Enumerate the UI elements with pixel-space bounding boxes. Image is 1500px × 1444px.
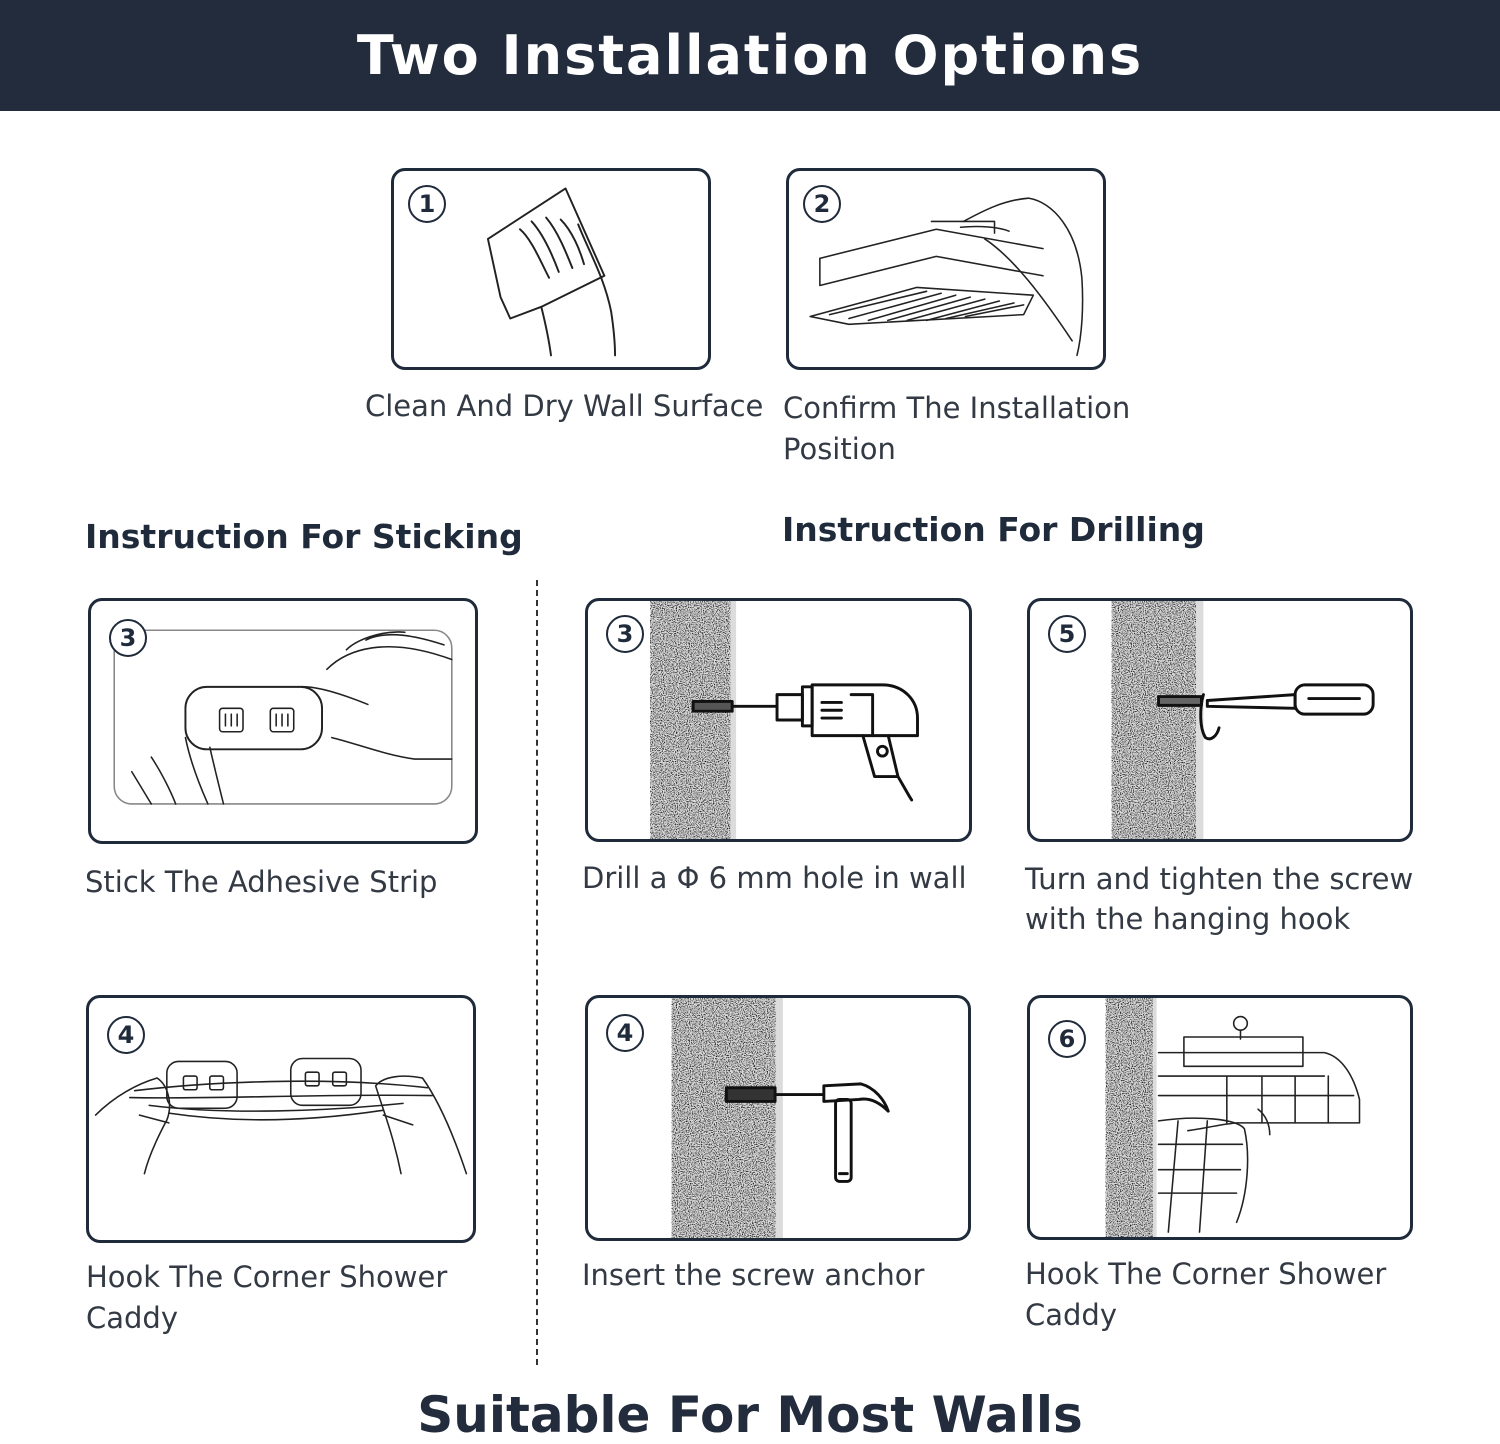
sticking-step-3-caption: Stick The Adhesive Strip (85, 865, 438, 899)
step-number: 6 (1048, 1020, 1086, 1058)
screwdriver-illustration (1030, 601, 1410, 839)
drilling-step-6-caption-line2: Caddy (1025, 1298, 1117, 1332)
header-banner (0, 0, 1500, 111)
drilling-step-4-caption: Insert the screw anchor (582, 1258, 925, 1292)
step-number: 1 (408, 185, 446, 223)
section-divider (536, 580, 538, 1365)
step-2-caption-line2: Position (783, 432, 896, 466)
sticking-step-4-panel (86, 995, 476, 1243)
drilling-step-4-panel (585, 995, 971, 1241)
hang-caddy-illustration (1030, 998, 1410, 1237)
step-number: 4 (606, 1014, 644, 1052)
step-number: 4 (107, 1016, 145, 1054)
step-number: 5 (1048, 615, 1086, 653)
sticking-step-4-caption-line2: Caddy (86, 1301, 178, 1335)
drilling-step-6-caption-line1: Hook The Corner Shower (1025, 1257, 1387, 1291)
drill-wall-illustration (588, 601, 969, 839)
step-number: 3 (606, 615, 644, 653)
sticking-step-4-caption-line1: Hook The Corner Shower (86, 1260, 448, 1294)
drilling-step-3-panel (585, 598, 972, 842)
drilling-section-title: Instruction For Drilling (782, 510, 1205, 549)
drilling-step-5-caption-line1: Turn and tighten the screw (1025, 862, 1414, 896)
adhesive-strip-illustration (91, 601, 475, 841)
step-1-panel (391, 168, 711, 370)
drilling-step-6-panel (1027, 995, 1413, 1240)
page-title: Two Installation Options (356, 24, 1144, 87)
drilling-step-3-caption: Drill a Φ 6 mm hole in wall (582, 861, 967, 895)
step-2-panel (786, 168, 1106, 370)
drilling-step-5-panel (1027, 598, 1413, 842)
footer-title: Suitable For Most Walls (417, 1386, 1083, 1444)
hook-caddy-illustration (89, 998, 473, 1240)
step-number: 2 (803, 185, 841, 223)
step-1-caption: Clean And Dry Wall Surface (365, 389, 764, 423)
sticking-section-title: Instruction For Sticking (85, 517, 523, 556)
hammer-anchor-illustration (588, 998, 968, 1238)
sticking-step-3-panel (88, 598, 478, 844)
step-2-caption-line1: Confirm The Installation (783, 391, 1131, 425)
drilling-step-5-caption-line2: with the hanging hook (1025, 902, 1351, 936)
step-number: 3 (109, 619, 147, 657)
